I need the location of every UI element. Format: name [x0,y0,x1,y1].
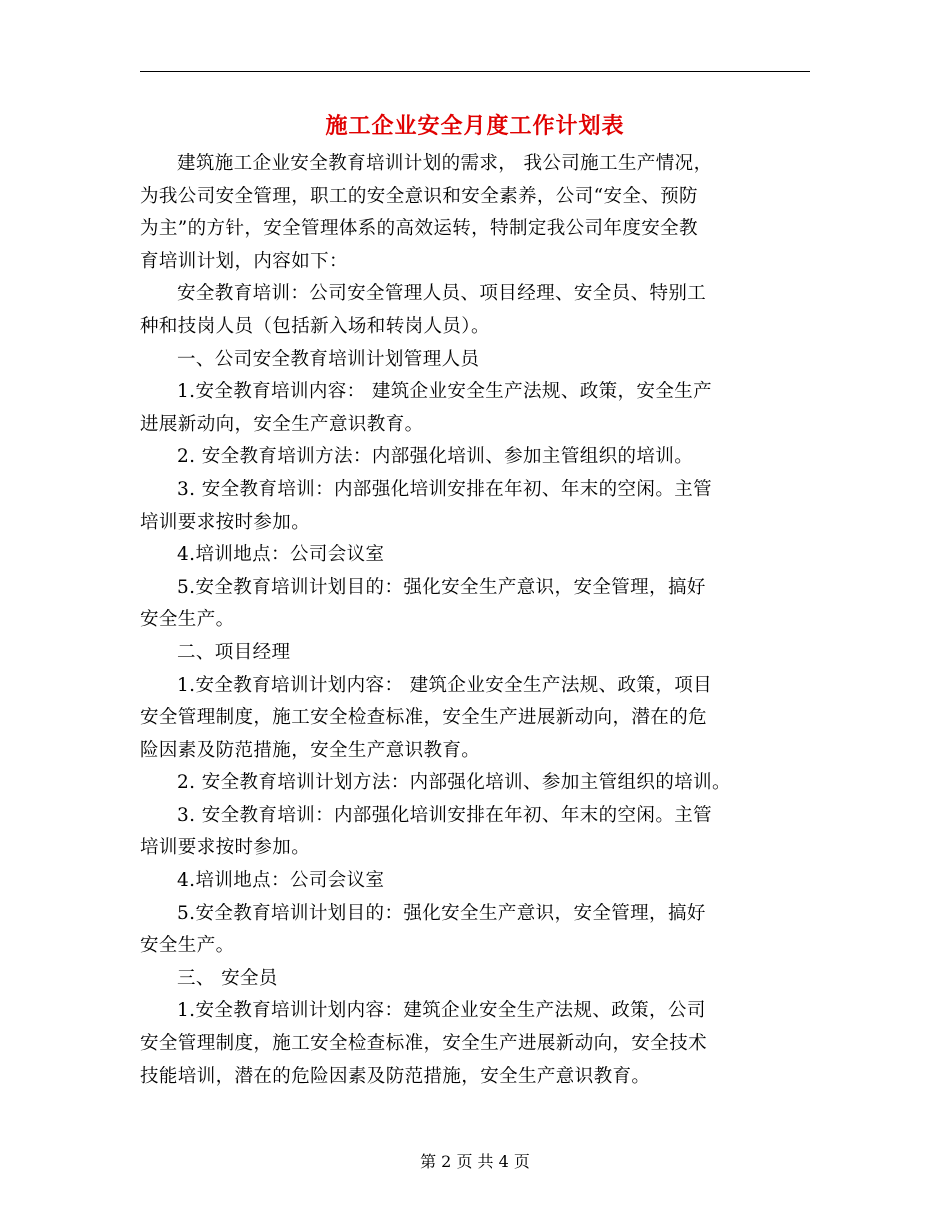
section-heading [140,344,815,377]
paragraph [140,376,815,441]
paragraph [140,572,815,637]
section-heading [140,963,815,996]
text-line: 一、公司安全教育培训计划管理人员 [177,348,480,370]
paragraph [140,148,815,278]
section-heading [140,637,815,670]
text-line: 技能培训，潜在的危险因素及防范措施，安全生产意识教育。 [140,1065,651,1087]
paragraph [140,800,815,865]
paragraph [140,278,815,343]
paragraph [140,995,815,1093]
text-line: 安全管理制度，施工安全检查标准，安全生产进展新动向，潜在的危 [140,707,708,729]
paragraph [140,539,815,572]
text-line: 二、项目经理 [177,641,291,663]
text-line: 为主”的方针，安全管理体系的高效运转，特制定我公司年度安全教 [140,218,698,240]
text-line: 三、 安全员 [177,967,278,989]
text-line: 4.培训地点：公司会议室 [177,544,385,566]
text-line: 建筑施工企业安全教育培训计划的需求， 我公司施工生产情况， [177,153,713,174]
text-line: 安全生产。 [140,935,235,957]
text-line: 安全教育培训：公司安全管理人员、项目经理、安全员、特别工 [177,283,707,305]
text-line: 4.培训地点：公司会议室 [177,870,385,892]
text-line: 5.安全教育培训计划目的：强化安全生产意识，安全管理，搞好 [177,902,706,924]
text-line: 2. 安全教育培训计划方法：内部强化培训、参加主管组织的培训。 [177,772,731,794]
text-line: 安全管理制度，施工安全检查标准，安全生产进展新动向，安全技术 [140,1033,708,1055]
text-line: 5.安全教育培训计划目的：强化安全生产意识，安全管理，搞好 [177,576,706,598]
text-line: 3. 安全教育培训：内部强化培训安排在年初、年末的空闲。主管 [177,804,713,826]
text-line: 为我公司安全管理，职工的安全意识和安全素养，公司“安全、预防 [140,185,698,207]
page-number: 第 2 页 共 4 页 [420,1152,530,1171]
text-line: 培训要求按时参加。 [140,511,311,533]
paragraph [140,441,815,474]
header-rule [140,71,810,72]
paragraph [140,767,815,800]
text-line: 3. 安全教育培训：内部强化培训安排在年初、年末的空闲。主管 [177,478,713,500]
text-line: 种和技岗人员（包括新入场和转岗人员）。 [140,315,490,337]
paragraph [140,474,815,539]
document-body [140,148,815,1093]
paragraph [140,865,815,898]
text-line: 险因素及防范措施，安全生产意识教育。 [140,739,481,761]
paragraph [140,670,815,768]
paragraph [140,898,815,963]
text-line: 进展新动向，安全生产意识教育。 [140,413,424,435]
document-title: 施工企业安全月度工作计划表 [325,113,625,139]
text-line: 培训要求按时参加。 [140,837,311,859]
text-line: 1.安全教育培训计划内容：建筑企业安全生产法规、政策，公司 [177,1000,706,1022]
text-line: 1.安全教育培训计划内容： 建筑企业安全生产法规、政策，项目 [177,674,713,696]
text-line: 1.安全教育培训内容： 建筑企业安全生产法规、政策，安全生产 [177,381,713,403]
text-line: 2. 安全教育培训方法：内部强化培训、参加主管组织的培训。 [177,446,694,468]
text-line: 安全生产。 [140,609,235,631]
text-line: 育培训计划，内容如下： [140,250,348,272]
